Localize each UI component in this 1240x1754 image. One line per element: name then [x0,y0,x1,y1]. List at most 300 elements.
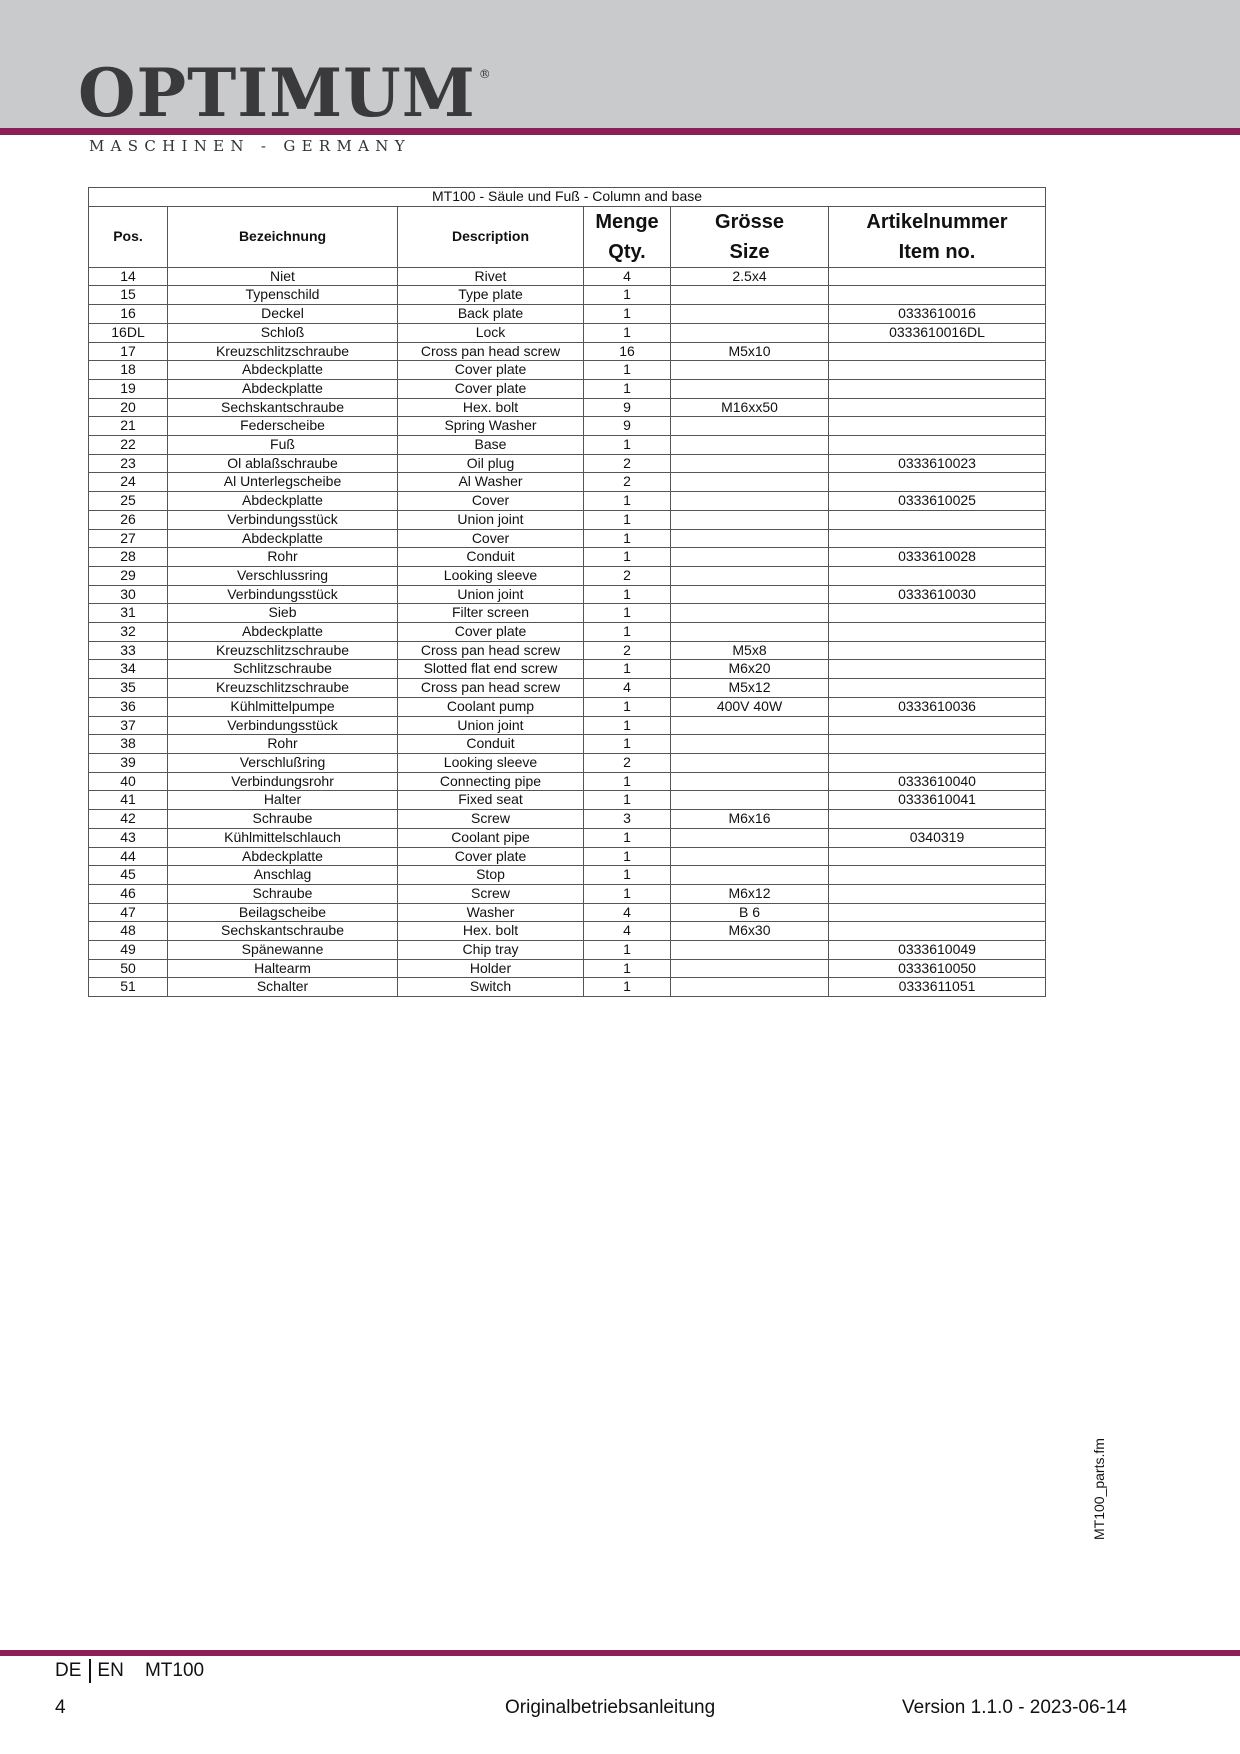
cell-qty: 1 [584,866,671,885]
cell-item-no [829,417,1046,436]
cell-bezeichnung: Schloß [168,323,398,342]
cell-pos: 18 [89,361,168,380]
cell-bezeichnung: Verschlussring [168,566,398,585]
header-size [671,206,829,267]
table-row [89,604,1046,623]
cell-item-no [829,529,1046,548]
cell-qty: 2 [584,753,671,772]
cell-item-no: 0333610030 [829,585,1046,604]
cell-qty: 1 [584,697,671,716]
cell-bezeichnung: Deckel [168,305,398,324]
cell-qty: 1 [584,772,671,791]
cell-bezeichnung: Kreuzschlitzschraube [168,641,398,660]
cell-size: 400V 40W [671,697,829,716]
cell-qty: 1 [584,959,671,978]
cell-bezeichnung: Al Unterlegscheibe [168,473,398,492]
cell-bezeichnung: Schalter [168,978,398,997]
cell-pos: 21 [89,417,168,436]
table-row [89,641,1046,660]
cell-description: Coolant pipe [398,828,584,847]
cell-description: Holder [398,959,584,978]
cell-pos: 41 [89,791,168,810]
cell-description: Fixed seat [398,791,584,810]
table-row [89,361,1046,380]
cell-bezeichnung: Schlitzschraube [168,660,398,679]
cell-qty: 1 [584,361,671,380]
cell-item-no [829,903,1046,922]
cell-qty: 1 [584,716,671,735]
cell-bezeichnung: Sechskantschraube [168,922,398,941]
header-pos: Pos. [89,206,168,267]
cell-bezeichnung: Anschlag [168,866,398,885]
cell-bezeichnung: Niet [168,267,398,286]
cell-qty: 1 [584,941,671,960]
cell-item-no [829,753,1046,772]
cell-description: Base [398,436,584,455]
cell-description: Filter screen [398,604,584,623]
table-row [89,828,1046,847]
cell-size [671,305,829,324]
cell-size: M6x30 [671,922,829,941]
cell-size [671,473,829,492]
cell-pos: 32 [89,623,168,642]
cell-pos: 17 [89,342,168,361]
table-row [89,660,1046,679]
cell-qty: 16 [584,342,671,361]
cell-bezeichnung: Beilagscheibe [168,903,398,922]
cell-description: Cover plate [398,623,584,642]
cell-qty: 1 [584,436,671,455]
cell-description: Connecting pipe [398,772,584,791]
cell-item-no: 0333610049 [829,941,1046,960]
cell-pos: 26 [89,510,168,529]
cell-bezeichnung: Fuß [168,436,398,455]
cell-description: Slotted flat end screw [398,660,584,679]
cell-bezeichnung: Kreuzschlitzschraube [168,342,398,361]
cell-description: Oil plug [398,454,584,473]
cell-item-no [829,267,1046,286]
cell-description: Conduit [398,548,584,567]
cell-pos: 37 [89,716,168,735]
cell-qty: 1 [584,379,671,398]
header-size-en: Size [729,240,770,263]
cell-qty: 2 [584,566,671,585]
cell-size [671,454,829,473]
cell-pos: 33 [89,641,168,660]
cell-size [671,791,829,810]
cell-bezeichnung: Ol ablaßschraube [168,454,398,473]
cell-pos: 38 [89,735,168,754]
cell-pos: 42 [89,810,168,829]
cell-item-no: 0333610028 [829,548,1046,567]
cell-pos: 25 [89,492,168,511]
table-row [89,417,1046,436]
cell-pos: 34 [89,660,168,679]
cell-item-no: 0333610016 [829,305,1046,324]
table-row [89,398,1046,417]
file-name: MT100_parts.fm [1091,1438,1107,1540]
cell-bezeichnung: Abdeckplatte [168,361,398,380]
cell-item-no: 0333611051 [829,978,1046,997]
cell-pos: 27 [89,529,168,548]
cell-description: Washer [398,903,584,922]
cell-qty: 1 [584,604,671,623]
cell-pos: 46 [89,884,168,903]
version-info: Version 1.1.0 - 2023-06-14 [902,1697,1127,1718]
cell-pos: 45 [89,866,168,885]
parts-table [88,187,1046,997]
table-row [89,716,1046,735]
header-bezeichnung: Bezeichnung [168,206,398,267]
registered-mark: ® [478,67,492,81]
cell-size: M5x8 [671,641,829,660]
cell-pos: 49 [89,941,168,960]
table-row [89,866,1046,885]
model-name: MT100 [144,1660,205,1682]
cell-qty: 2 [584,454,671,473]
header-menge: Menge [595,210,659,233]
table-header-row [89,206,1046,267]
cell-description: Type plate [398,286,584,305]
cell-pos: 48 [89,922,168,941]
cell-bezeichnung: Abdeckplatte [168,492,398,511]
cell-size [671,959,829,978]
cell-size [671,828,829,847]
cell-pos: 35 [89,679,168,698]
cell-qty: 1 [584,323,671,342]
cell-qty: 2 [584,473,671,492]
header-qty [584,206,671,267]
cell-size: M6x16 [671,810,829,829]
cell-size [671,379,829,398]
table-row [89,510,1046,529]
cell-pos: 16 [89,305,168,324]
cell-bezeichnung: Abdeckplatte [168,847,398,866]
cell-pos: 50 [89,959,168,978]
table-row [89,847,1046,866]
cell-bezeichnung: Federscheibe [168,417,398,436]
cell-size [671,941,829,960]
table-row [89,436,1046,455]
table-row [89,959,1046,978]
table-row [89,697,1046,716]
cell-size [671,417,829,436]
table-row [89,753,1046,772]
cell-qty: 1 [584,884,671,903]
cell-item-no [829,679,1046,698]
cell-pos: 44 [89,847,168,866]
cell-item-no [829,566,1046,585]
cell-item-no [829,922,1046,941]
cell-item-no [829,847,1046,866]
cell-qty: 4 [584,267,671,286]
cell-bezeichnung: Abdeckplatte [168,379,398,398]
cell-bezeichnung: Verbindungsrohr [168,772,398,791]
cell-pos: 19 [89,379,168,398]
table-row [89,323,1046,342]
lang-en: EN [97,1660,124,1682]
cell-size [671,286,829,305]
cell-description: Rivet [398,267,584,286]
cell-pos: 16DL [89,323,168,342]
cell-size [671,753,829,772]
cell-bezeichnung: Verbindungsstück [168,510,398,529]
table-row [89,585,1046,604]
table-row [89,679,1046,698]
cell-bezeichnung: Kühlmittelpumpe [168,697,398,716]
document-title: Originalbetriebsanleitung [505,1697,716,1718]
cell-item-no [829,604,1046,623]
cell-item-no: 0333610050 [829,959,1046,978]
cell-bezeichnung: Typenschild [168,286,398,305]
cell-description: Stop [398,866,584,885]
header-artikelnummer: Artikelnummer [866,210,1008,233]
cell-size [671,866,829,885]
table-row [89,267,1046,286]
cell-size: 2.5x4 [671,267,829,286]
cell-size: M16xx50 [671,398,829,417]
table-row [89,454,1046,473]
cell-pos: 30 [89,585,168,604]
table-row [89,548,1046,567]
cell-item-no [829,866,1046,885]
table-row [89,922,1046,941]
cell-item-no: 0333610025 [829,492,1046,511]
header-item [829,206,1046,267]
cell-pos: 29 [89,566,168,585]
cell-qty: 1 [584,660,671,679]
cell-pos: 47 [89,903,168,922]
cell-bezeichnung: Sechskantschraube [168,398,398,417]
header-groesse: Grösse [715,210,784,233]
cell-bezeichnung: Verbindungsstück [168,585,398,604]
cell-item-no [829,361,1046,380]
table-caption: MT100 - Säule und Fuß - Column and base [89,188,1046,207]
cell-qty: 1 [584,585,671,604]
cell-qty: 1 [584,735,671,754]
table-row [89,473,1046,492]
cell-pos: 23 [89,454,168,473]
cell-description: Cover plate [398,361,584,380]
cell-description: Cover plate [398,847,584,866]
cell-description: Spring Washer [398,417,584,436]
cell-size: M5x12 [671,679,829,698]
cell-bezeichnung: Schraube [168,810,398,829]
cell-item-no [829,735,1046,754]
cell-size [671,529,829,548]
table-row [89,529,1046,548]
cell-bezeichnung: Rohr [168,548,398,567]
cell-description: Conduit [398,735,584,754]
cell-pos: 24 [89,473,168,492]
cell-description: Hex. bolt [398,922,584,941]
language-indicator [55,1659,204,1683]
cell-item-no [829,342,1046,361]
cell-size: M5x10 [671,342,829,361]
cell-qty: 1 [584,286,671,305]
table-row [89,791,1046,810]
brand-logo [78,54,492,132]
table-row [89,903,1046,922]
table-row [89,492,1046,511]
cell-bezeichnung: Kreuzschlitzschraube [168,679,398,698]
cell-pos: 22 [89,436,168,455]
cell-item-no: 0333610023 [829,454,1046,473]
cell-bezeichnung: Haltearm [168,959,398,978]
cell-item-no [829,716,1046,735]
cell-size [671,623,829,642]
table-caption-row [89,188,1046,207]
table-row [89,379,1046,398]
cell-qty: 3 [584,810,671,829]
table-row [89,978,1046,997]
cell-size [671,716,829,735]
cell-description: Coolant pump [398,697,584,716]
cell-description: Screw [398,810,584,829]
cell-bezeichnung: Kühlmittelschlauch [168,828,398,847]
cell-description: Union joint [398,585,584,604]
cell-item-no [829,398,1046,417]
cell-pos: 15 [89,286,168,305]
brand-tagline: MASCHINEN - GERMANY [89,137,411,155]
cell-size [671,585,829,604]
cell-size [671,323,829,342]
cell-item-no [829,510,1046,529]
cell-item-no: 0333610040 [829,772,1046,791]
table-row [89,342,1046,361]
cell-size [671,436,829,455]
cell-bezeichnung: Spänewanne [168,941,398,960]
table-row [89,772,1046,791]
cell-pos: 14 [89,267,168,286]
cell-description: Screw [398,884,584,903]
cell-description: Lock [398,323,584,342]
cell-description: Chip tray [398,941,584,960]
cell-bezeichnung: Verschlußring [168,753,398,772]
cell-description: Looking sleeve [398,566,584,585]
cell-qty: 1 [584,529,671,548]
cell-size [671,566,829,585]
cell-qty: 4 [584,922,671,941]
cell-size [671,735,829,754]
cell-item-no [829,286,1046,305]
cell-qty: 1 [584,510,671,529]
cell-pos: 40 [89,772,168,791]
cell-description: Cross pan head screw [398,641,584,660]
cell-bezeichnung: Rohr [168,735,398,754]
cell-item-no [829,810,1046,829]
table-row [89,305,1046,324]
cell-description: Union joint [398,510,584,529]
cell-pos: 31 [89,604,168,623]
parts-table-body [89,267,1046,996]
cell-size [671,492,829,511]
cell-size: B 6 [671,903,829,922]
cell-qty: 1 [584,791,671,810]
cell-size [671,604,829,623]
header-item-no: Item no. [898,240,976,263]
cell-item-no [829,623,1046,642]
cell-description: Back plate [398,305,584,324]
cell-qty: 1 [584,492,671,511]
cell-item-no [829,473,1046,492]
footer-rule [0,1650,1240,1656]
cell-item-no: 0340319 [829,828,1046,847]
table-row [89,623,1046,642]
table-row [89,286,1046,305]
table-row [89,735,1046,754]
lang-de: DE [55,1660,82,1682]
cell-bezeichnung: Schraube [168,884,398,903]
cell-pos: 20 [89,398,168,417]
table-row [89,941,1046,960]
table-row [89,566,1046,585]
cell-item-no [829,379,1046,398]
cell-size: M6x12 [671,884,829,903]
cell-qty: 9 [584,417,671,436]
cell-size [671,548,829,567]
cell-item-no [829,884,1046,903]
cell-description: Al Washer [398,473,584,492]
cell-qty: 4 [584,903,671,922]
cell-qty: 2 [584,641,671,660]
cell-pos: 28 [89,548,168,567]
cell-item-no [829,436,1046,455]
cell-pos: 51 [89,978,168,997]
cell-item-no: 0333610016DL [829,323,1046,342]
header-qty-en: Qty. [608,240,646,263]
cell-qty: 1 [584,828,671,847]
cell-item-no: 0333610041 [829,791,1046,810]
cell-description: Looking sleeve [398,753,584,772]
cell-bezeichnung: Verbindungsstück [168,716,398,735]
cell-size [671,510,829,529]
cell-bezeichnung: Abdeckplatte [168,529,398,548]
cell-description: Cover plate [398,379,584,398]
cell-qty: 9 [584,398,671,417]
cell-qty: 1 [584,623,671,642]
cell-description: Union joint [398,716,584,735]
cell-qty: 1 [584,978,671,997]
cell-description: Cover [398,492,584,511]
cell-pos: 43 [89,828,168,847]
cell-description: Hex. bolt [398,398,584,417]
cell-description: Cover [398,529,584,548]
table-row [89,884,1046,903]
cell-pos: 39 [89,753,168,772]
cell-qty: 1 [584,847,671,866]
header-description: Description [398,206,584,267]
cell-qty: 1 [584,305,671,324]
cell-item-no [829,660,1046,679]
cell-size [671,978,829,997]
cell-pos: 36 [89,697,168,716]
table-row [89,810,1046,829]
cell-description: Switch [398,978,584,997]
cell-bezeichnung: Sieb [168,604,398,623]
lang-separator [89,1659,91,1683]
cell-qty: 1 [584,548,671,567]
cell-qty: 4 [584,679,671,698]
page-number: 4 [55,1697,66,1718]
cell-item-no: 0333610036 [829,697,1046,716]
cell-description: Cross pan head screw [398,342,584,361]
cell-size [671,847,829,866]
cell-size [671,361,829,380]
cell-description: Cross pan head screw [398,679,584,698]
cell-bezeichnung: Halter [168,791,398,810]
cell-size [671,772,829,791]
